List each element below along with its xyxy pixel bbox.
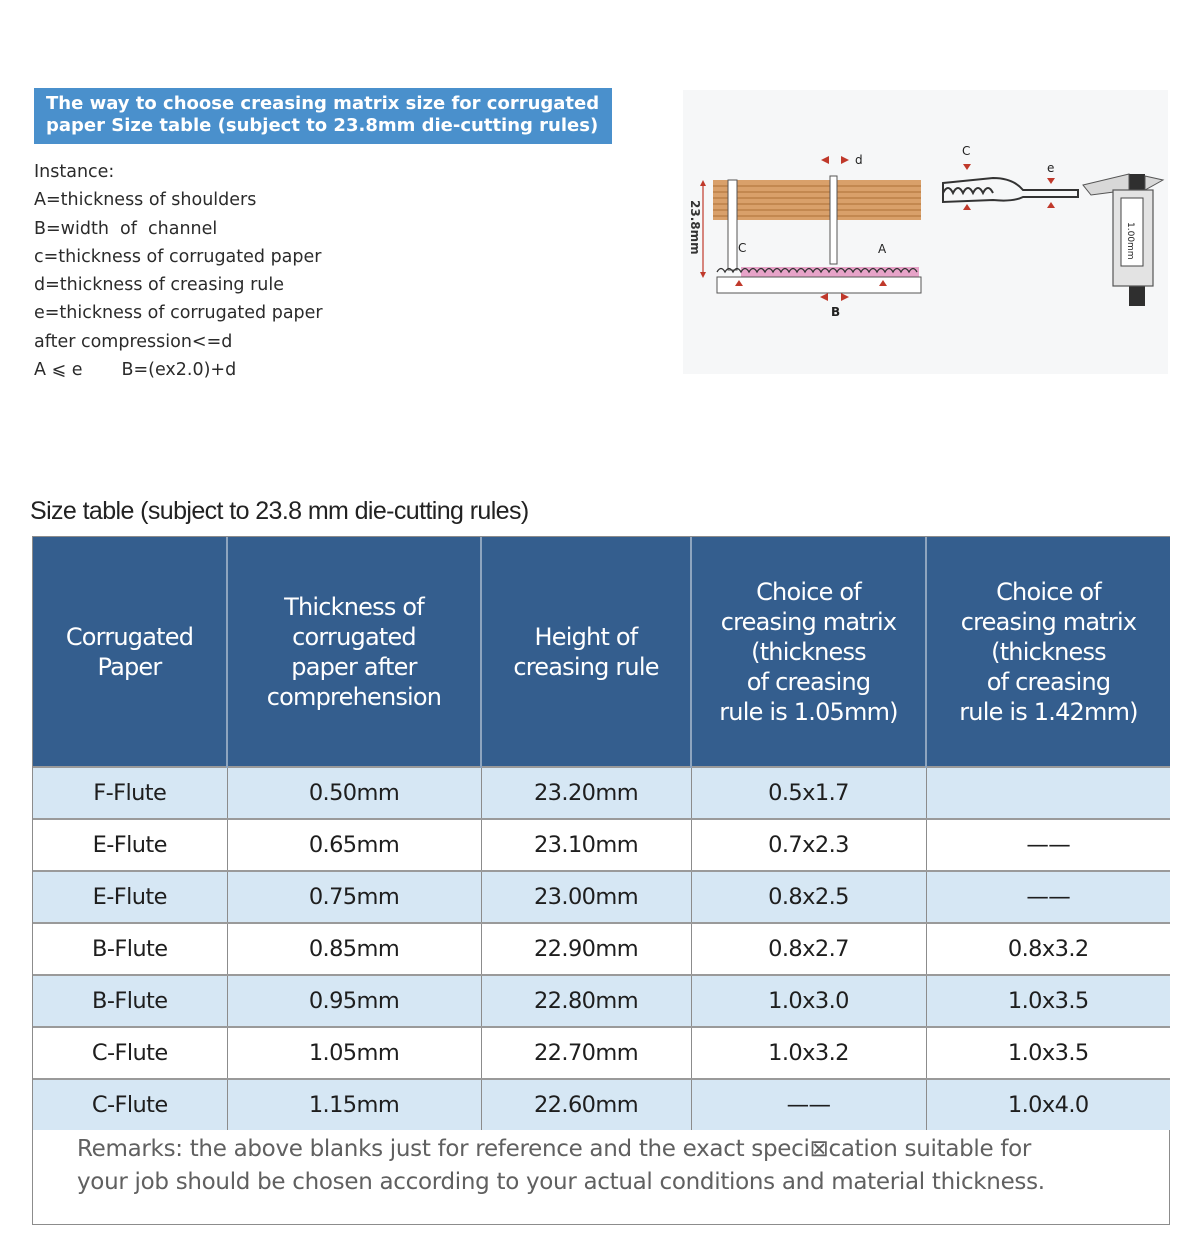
table-cell: 0.7x2.3 [691, 819, 926, 871]
table-header-row [33, 537, 1170, 767]
table-cell: —— [926, 871, 1170, 923]
header-matrix-142: Choice of creasing matrix (thickness of creasing rule is 1.42mm) [926, 537, 1170, 767]
remarks-line-2: your job should be chosen according to your actual conditions and material thickness. [77, 1169, 1045, 1195]
table-cell: 22.80mm [481, 975, 691, 1027]
table-row [33, 1027, 1170, 1079]
header-height: Height of creasing rule [481, 537, 691, 767]
label-b: B [831, 305, 841, 319]
creasing-diagram-illustration [683, 90, 1168, 374]
table-cell: E-Flute [33, 819, 227, 871]
table-cell: 0.8x2.7 [691, 923, 926, 975]
table-cell: E-Flute [33, 871, 227, 923]
table-row [33, 923, 1170, 975]
label-c: C [738, 241, 747, 255]
table-cell: 1.0x3.5 [926, 1027, 1170, 1079]
banner-line-2: paper Size table (subject to 23.8mm die-cutting rules) [46, 115, 599, 136]
remarks-line-1: Remarks: the above blanks just for reference and the exact speci⊠cation suitable for [77, 1136, 1032, 1162]
table-cell: B-Flute [33, 975, 227, 1027]
table-cell: 22.90mm [481, 923, 691, 975]
legend-line: Instance: [34, 162, 115, 182]
label-a: A [878, 242, 887, 256]
table-cell: 23.20mm [481, 767, 691, 819]
creasing-diagram [683, 90, 1168, 374]
table-cell: C-Flute [33, 1027, 227, 1079]
table-cell: 23.00mm [481, 871, 691, 923]
table-cell: 0.8x3.2 [926, 923, 1170, 975]
table-cell: —— [691, 1079, 926, 1130]
dimension-label: 23.8mm [688, 200, 702, 255]
table-cell: B-Flute [33, 923, 227, 975]
label-e: e [1047, 161, 1055, 175]
table-cell: 0.85mm [227, 923, 481, 975]
table-cell: 23.10mm [481, 819, 691, 871]
table-cell: 22.60mm [481, 1079, 691, 1130]
caliper-reading: 1.00mm [1125, 222, 1135, 260]
table-cell: 0.95mm [227, 975, 481, 1027]
legend-line: e=thickness of corrugated paper [34, 303, 323, 324]
table-row [33, 819, 1170, 871]
table-row [33, 767, 1170, 819]
header-matrix-105: Choice of creasing matrix (thickness of creasing rule is 1.05mm) [691, 537, 926, 767]
table-cell: 0.75mm [227, 871, 481, 923]
table-cell: 1.0x4.0 [926, 1079, 1170, 1130]
table-row [33, 871, 1170, 923]
label-d: d [855, 153, 863, 167]
table-cell: C-Flute [33, 1079, 227, 1130]
table-cell: —— [926, 819, 1170, 871]
size-table-heading: Size table (subject to 23.8 mm die-cutting rules) [30, 497, 529, 525]
table-cell: 22.70mm [481, 1027, 691, 1079]
legend-line: c=thickness of corrugated paper [34, 246, 322, 267]
size-table [33, 537, 1170, 1130]
table-row [33, 1079, 1170, 1130]
table-cell: 1.15mm [227, 1079, 481, 1130]
table-cell: 1.0x3.2 [691, 1027, 926, 1079]
remarks-note [77, 1133, 1137, 1199]
table-cell: 1.0x3.5 [926, 975, 1170, 1027]
legend-line: A=thickness of shoulders [34, 190, 257, 211]
header-thickness: Thickness of corrugated paper after comprehension [227, 537, 481, 767]
table-cell: 0.65mm [227, 819, 481, 871]
table-cell: 0.8x2.5 [691, 871, 926, 923]
table-cell: F-Flute [33, 767, 227, 819]
instance-legend [34, 158, 323, 384]
legend-line: A ⩽ e B=(ex2.0)+d [34, 360, 237, 381]
legend-line: B=width of channel [34, 218, 218, 239]
label-c-right: C [962, 144, 971, 158]
table-cell: 0.50mm [227, 767, 481, 819]
title-banner [34, 88, 612, 144]
table-cell: 1.0x3.0 [691, 975, 926, 1027]
size-table-container [32, 536, 1170, 1225]
legend-line: d=thickness of creasing rule [34, 275, 285, 296]
legend-line: after compression<=d [34, 331, 233, 352]
table-cell [926, 767, 1170, 819]
table-cell: 0.5x1.7 [691, 767, 926, 819]
banner-line-1: The way to choose creasing matrix size for corrugated [46, 93, 600, 114]
table-row [33, 975, 1170, 1027]
table-cell: 1.05mm [227, 1027, 481, 1079]
header-corrugated-paper: Corrugated Paper [33, 537, 227, 767]
